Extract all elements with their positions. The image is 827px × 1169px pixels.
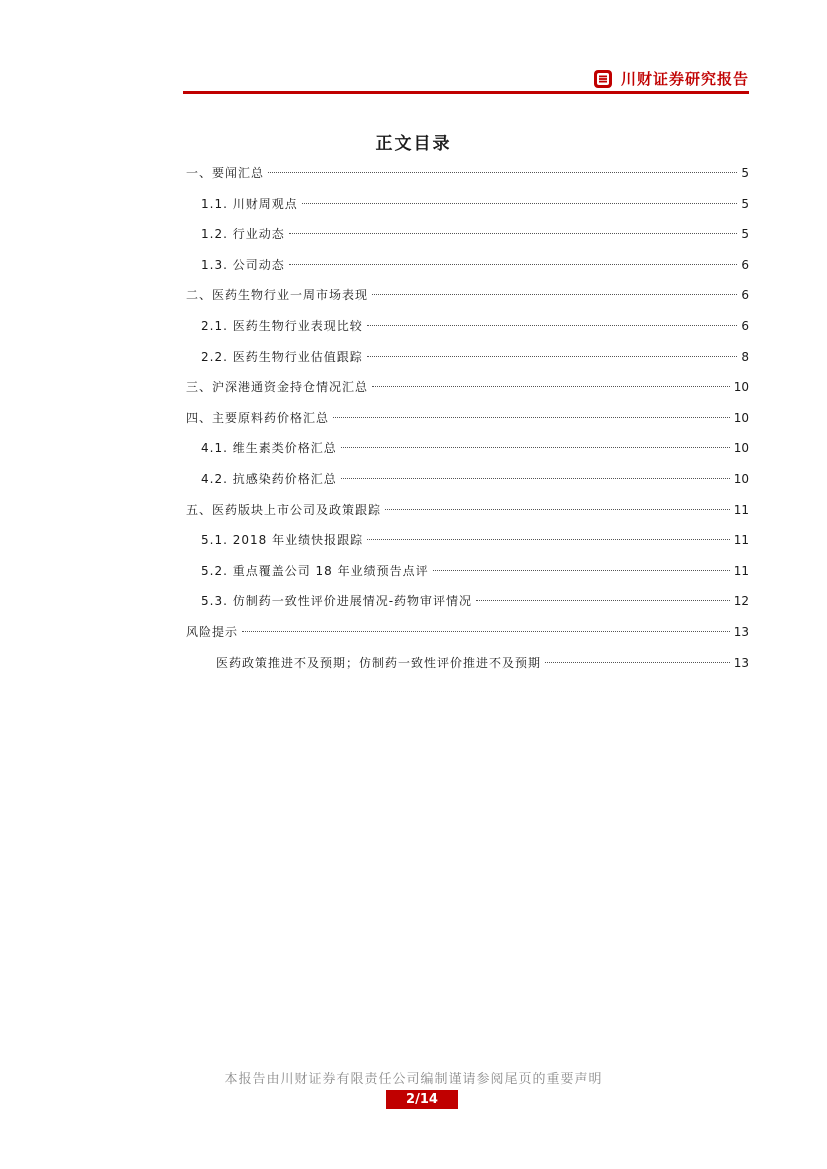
- toc-page-number: 6: [741, 288, 749, 303]
- toc-entry[interactable]: [186, 467, 749, 498]
- toc-entry[interactable]: [186, 345, 749, 376]
- toc-entry[interactable]: [186, 375, 749, 406]
- toc-page-number: 10: [733, 471, 749, 486]
- toc-entry-title: 1.1. 川财周观点: [201, 196, 298, 211]
- toc-page-number: 5: [741, 227, 749, 242]
- toc-entry-title: 五、医药版块上市公司及政策跟踪: [186, 502, 382, 517]
- toc-page-number: 8: [741, 349, 749, 364]
- toc-entry[interactable]: [186, 528, 749, 559]
- toc-dot-leader: [372, 294, 737, 295]
- toc-dot-leader: [341, 478, 730, 479]
- brand-name: 川财证券研究报告: [620, 70, 749, 88]
- toc-dot-leader: [372, 386, 730, 387]
- toc-entry[interactable]: [186, 314, 749, 345]
- toc-entry[interactable]: [186, 651, 749, 682]
- header-divider: [183, 91, 749, 94]
- toc-dot-leader: [385, 509, 730, 510]
- toc-page-number: 13: [733, 655, 749, 670]
- toc-entry-title: 1.2. 行业动态: [201, 227, 285, 242]
- toc-entry-title: 医药政策推进不及预期；仿制药一致性评价推进不及预期: [216, 655, 542, 670]
- toc-page-number: 13: [733, 624, 749, 639]
- toc-entry-title: 四、主要原料药价格汇总: [186, 410, 330, 425]
- toc-entry-title: 2.2. 医药生物行业估值跟踪: [201, 349, 363, 364]
- toc-entry-title: 1.3. 公司动态: [201, 257, 285, 272]
- toc-page-number: 10: [733, 410, 749, 425]
- toc-entry-title: 5.3. 仿制药一致性评价进展情况-药物审评情况: [201, 594, 473, 609]
- toc-page-number: 10: [733, 380, 749, 395]
- toc-page-number: 11: [733, 563, 749, 578]
- toc-entry-title: 一、要闻汇总: [186, 166, 265, 180]
- page-number-badge: 2/14: [386, 1090, 458, 1109]
- toc-entry-title: 三、沪深港通资金持仓情况汇总: [186, 380, 369, 395]
- toc-dot-leader: [341, 447, 730, 448]
- toc-dot-leader: [545, 662, 730, 663]
- toc-entry-title: 2.1. 医药生物行业表现比较: [201, 318, 363, 333]
- brand: [593, 68, 749, 89]
- toc-entry[interactable]: [186, 283, 749, 314]
- toc-dot-leader: [268, 172, 737, 173]
- toc-dot-leader: [367, 356, 737, 357]
- toc-page-number: 5: [741, 196, 749, 211]
- toc-dot-leader: [289, 233, 737, 234]
- toc-page-number: 11: [733, 533, 749, 548]
- toc-entry-title: 二、医药生物行业一周市场表现: [186, 288, 369, 303]
- toc-page-number: 11: [733, 502, 749, 517]
- toc-entry[interactable]: [186, 620, 749, 651]
- toc-entry[interactable]: [186, 406, 749, 437]
- toc-dot-leader: [302, 203, 737, 204]
- table-of-contents: [186, 161, 749, 681]
- toc-entry-title: 5.1. 2018 年业绩快报跟踪: [201, 533, 364, 548]
- toc-page-number: 6: [741, 257, 749, 272]
- footer-disclaimer: 本报告由川财证券有限责任公司编制谨请参阅尾页的重要声明: [224, 1072, 603, 1087]
- toc-entry-title: 风险提示: [186, 624, 239, 639]
- page-header: [183, 64, 749, 94]
- toc-entry[interactable]: [186, 436, 749, 467]
- toc-page-number: 10: [733, 441, 749, 456]
- toc-entry[interactable]: [186, 192, 749, 223]
- toc-dot-leader: [476, 600, 730, 601]
- toc-entry[interactable]: [186, 559, 749, 590]
- toc-page-number: 5: [741, 166, 749, 180]
- toc-page-number: 12: [733, 594, 749, 609]
- toc-title: 正文目录: [375, 134, 452, 154]
- toc-dot-leader: [242, 631, 730, 632]
- toc-entry-title: 4.2. 抗感染药价格汇总: [201, 471, 337, 486]
- toc-entry[interactable]: [186, 161, 749, 192]
- toc-dot-leader: [367, 539, 730, 540]
- toc-entry[interactable]: [186, 222, 749, 253]
- toc-dot-leader: [333, 417, 730, 418]
- toc-entry[interactable]: [186, 498, 749, 529]
- chuancai-logo-icon: [593, 69, 613, 89]
- toc-entry[interactable]: [186, 253, 749, 284]
- toc-page-number: 6: [741, 318, 749, 333]
- toc-dot-leader: [289, 264, 737, 265]
- toc-entry[interactable]: [186, 589, 749, 620]
- toc-entry-title: 5.2. 重点覆盖公司 18 年业绩预告点评: [201, 563, 429, 578]
- toc-dot-leader: [367, 325, 737, 326]
- toc-entry-title: 4.1. 维生素类价格汇总: [201, 441, 337, 456]
- toc-dot-leader: [433, 570, 730, 571]
